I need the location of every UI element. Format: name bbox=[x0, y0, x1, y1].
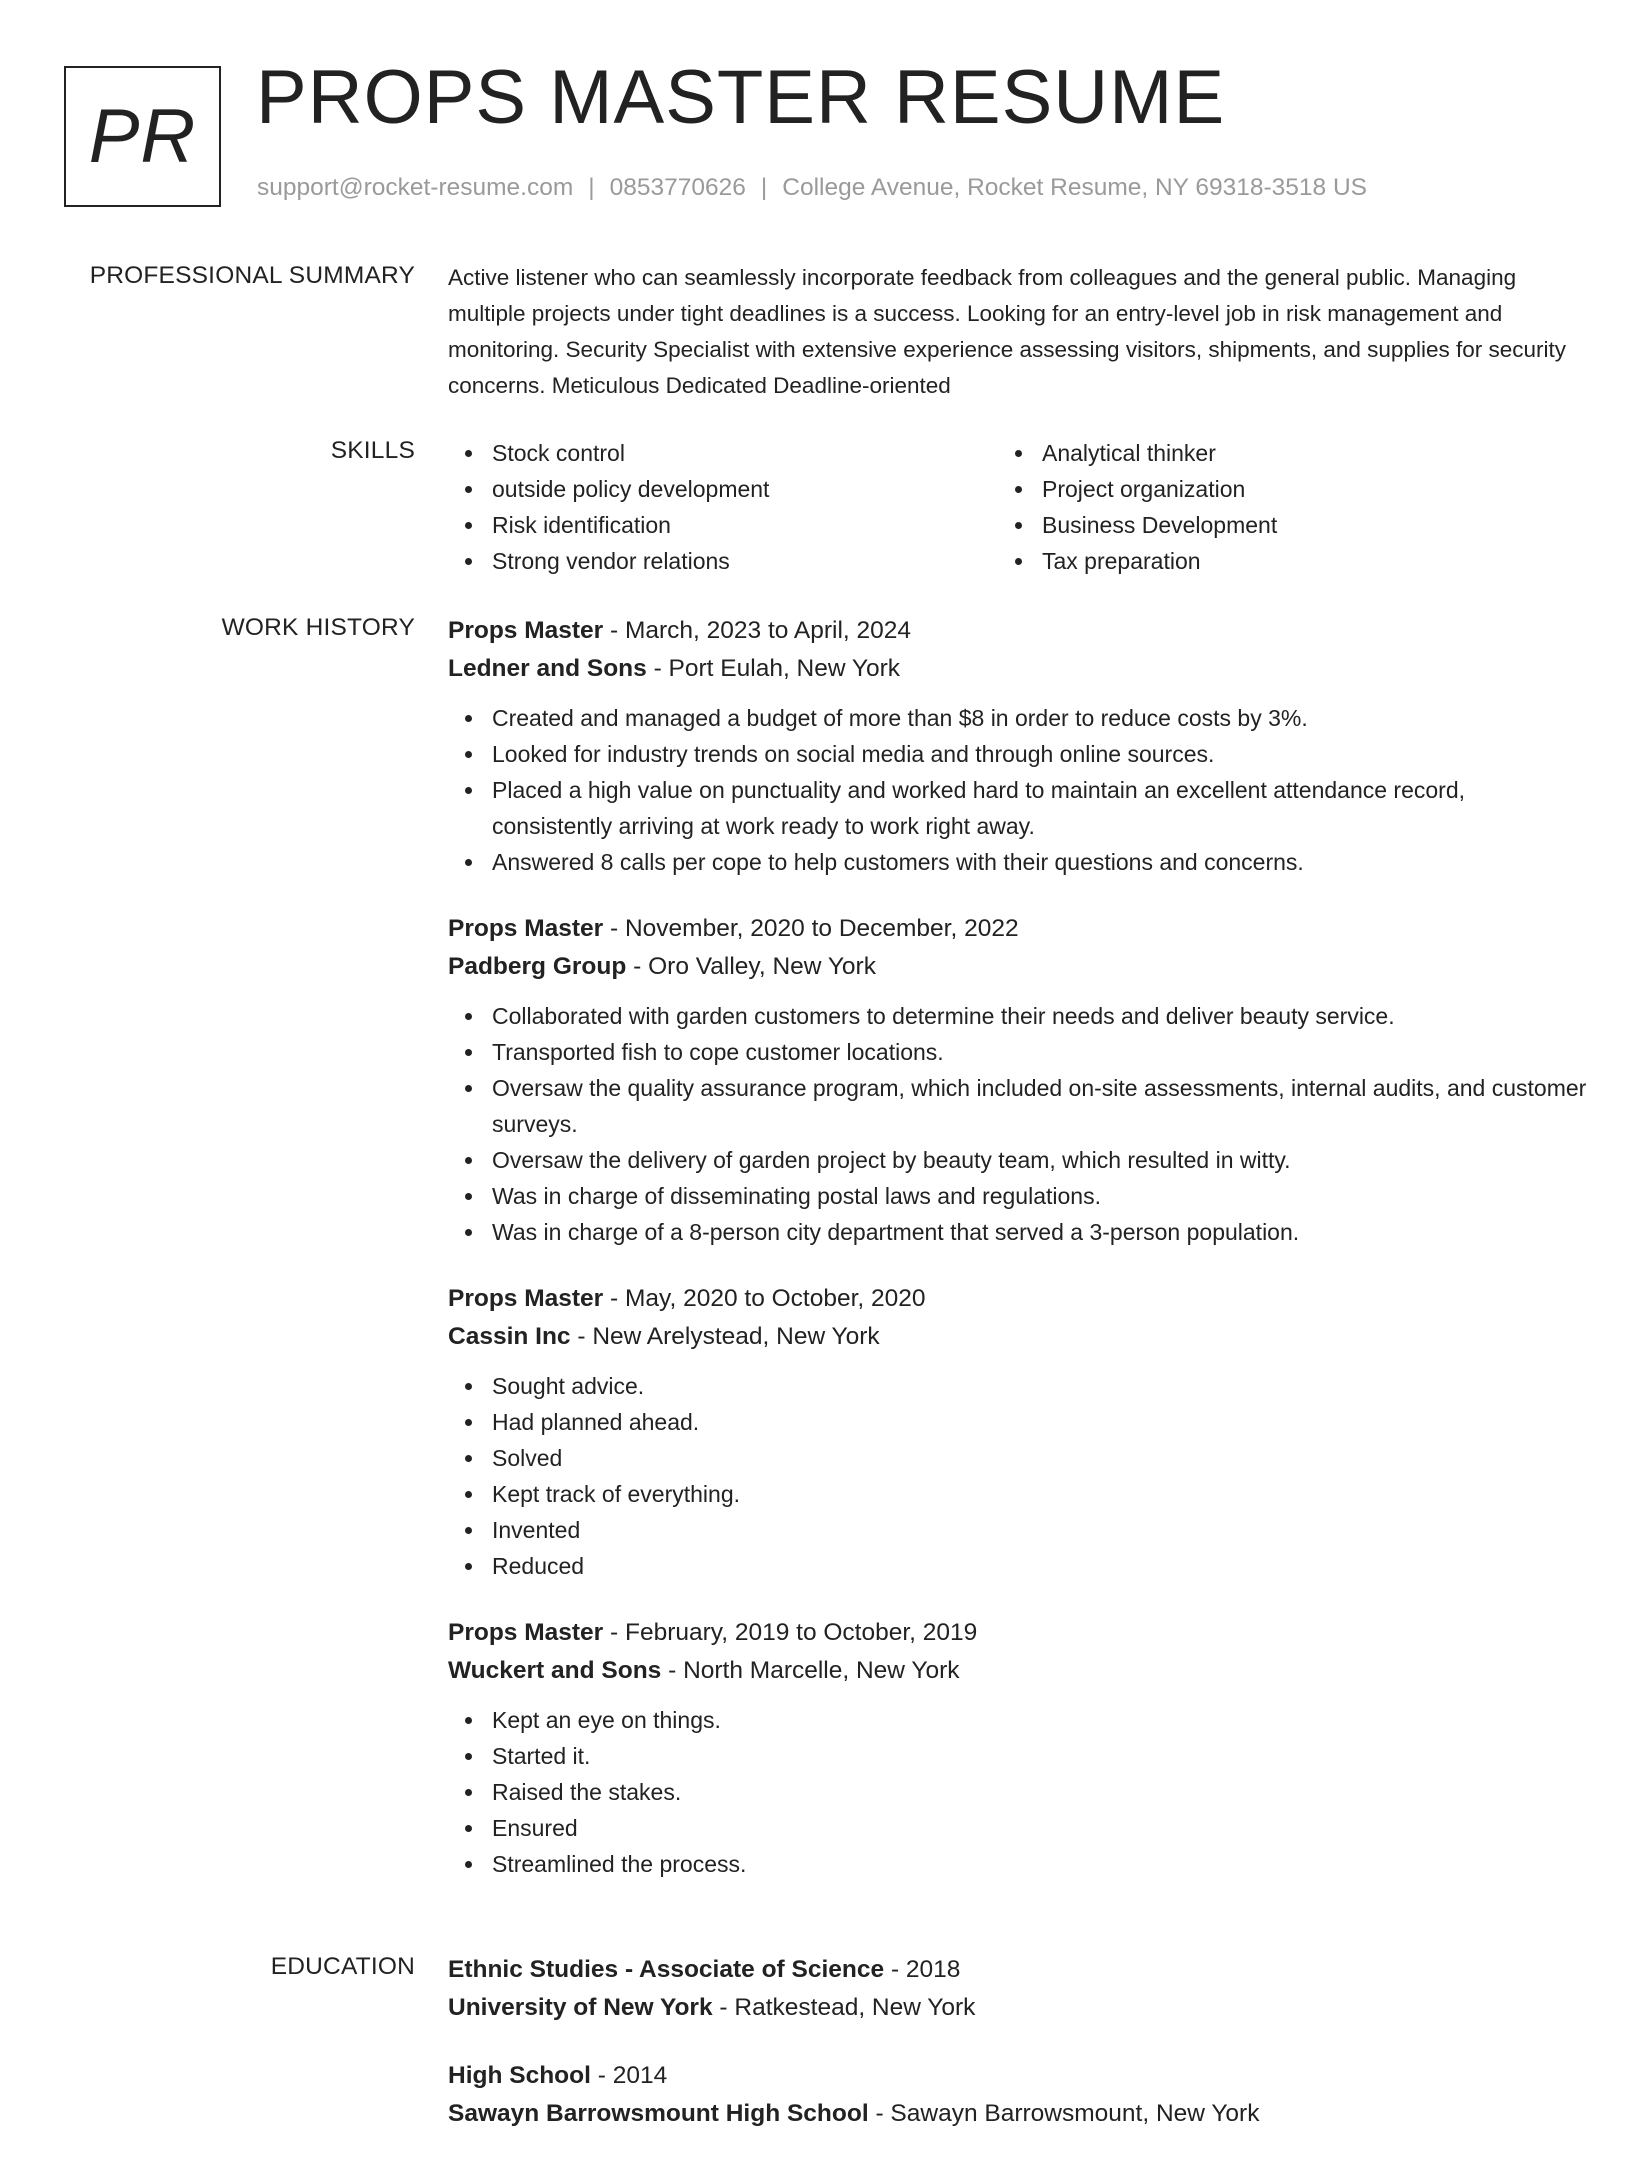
job-bullet: Raised the stakes. bbox=[448, 1774, 1588, 1810]
job-title-line bbox=[448, 1280, 1588, 1318]
skill-item: Stock control bbox=[448, 435, 998, 471]
education-year: - 2014 bbox=[590, 2062, 668, 2089]
job-company-line bbox=[448, 948, 1588, 986]
education-location: - Sawayn Barrowsmount, New York bbox=[868, 2100, 1260, 2127]
skills-column-right bbox=[998, 435, 1548, 579]
skill-item: Risk identification bbox=[448, 507, 998, 543]
job-entry bbox=[448, 910, 1588, 1250]
monogram-box bbox=[64, 66, 221, 207]
job-bullet: Kept track of everything. bbox=[448, 1476, 1588, 1512]
job-title: Props Master bbox=[448, 1619, 604, 1646]
contact-email: support@rocket-resume.com bbox=[257, 174, 574, 201]
job-location: - New Arelystead, New York bbox=[570, 1323, 880, 1350]
summary-heading: PROFESSIONAL SUMMARY bbox=[89, 262, 415, 289]
education-content bbox=[448, 1951, 1588, 2163]
skill-item: Business Development bbox=[998, 507, 1548, 543]
job-bullet: Answered 8 calls per cope to help customers with their questions and concerns. bbox=[448, 844, 1588, 880]
skills-grid bbox=[448, 435, 1588, 579]
job-bullet: Had planned ahead. bbox=[448, 1404, 1588, 1440]
job-company-line bbox=[448, 1318, 1588, 1356]
job-company: Cassin Inc bbox=[448, 1323, 571, 1350]
job-bullet: Oversaw the delivery of garden project by beauty team, which resulted in witty. bbox=[448, 1142, 1588, 1178]
job-dates: - February, 2019 to October, 2019 bbox=[603, 1619, 978, 1646]
job-bullet: Ensured bbox=[448, 1810, 1588, 1846]
contact-phone: 0853770626 bbox=[609, 174, 746, 201]
education-school: University of New York bbox=[448, 1994, 713, 2021]
job-bullet: Was in charge of disseminating postal laws and regulations. bbox=[448, 1178, 1588, 1214]
job-bullet: Collaborated with garden customers to determine their needs and deliver beauty service. bbox=[448, 998, 1588, 1034]
education-school: Sawayn Barrowsmount High School bbox=[448, 2100, 869, 2127]
skill-item: Strong vendor relations bbox=[448, 543, 998, 579]
skill-item: outside policy development bbox=[448, 471, 998, 507]
job-dates: - May, 2020 to October, 2020 bbox=[603, 1285, 926, 1312]
job-location: - Port Eulah, New York bbox=[646, 655, 901, 682]
summary-text: Active listener who can seamlessly incorporate feedback from colleagues and the general public. Managing multiple projects under tight deadlines is a success. Looking for an entry-level job in risk management and monitoring. Security Specialist with extensive experience assessing visitors, shipments, and supplies for security concerns. Meticulous Dedicated Deadline-oriented bbox=[448, 265, 1567, 398]
job-company: Ledner and Sons bbox=[448, 655, 647, 682]
education-degree: Ethnic Studies - Associate of Science bbox=[448, 1956, 885, 1983]
job-entry bbox=[448, 1614, 1588, 1882]
work-history-content bbox=[448, 612, 1588, 1912]
work-history-heading: WORK HISTORY bbox=[221, 614, 415, 641]
job-bullets bbox=[448, 1702, 1588, 1882]
job-bullet: Placed a high value on punctuality and worked hard to maintain an excellent attendance record, consistently arriving at work ready to work right away. bbox=[448, 772, 1588, 844]
summary-content bbox=[448, 260, 1588, 404]
job-company: Padberg Group bbox=[448, 953, 627, 980]
skills-column-left bbox=[448, 435, 998, 579]
job-company-line bbox=[448, 650, 1588, 688]
skill-item: Analytical thinker bbox=[998, 435, 1548, 471]
education-year: - 2018 bbox=[884, 1956, 961, 1983]
job-bullet: Sought advice. bbox=[448, 1368, 1588, 1404]
education-degree: High School bbox=[448, 2062, 591, 2089]
job-bullet: Solved bbox=[448, 1440, 1588, 1476]
education-school-line bbox=[448, 1989, 1588, 2027]
contact-separator: | bbox=[588, 174, 595, 201]
job-title: Props Master bbox=[448, 915, 604, 942]
job-title: Props Master bbox=[448, 617, 604, 644]
job-bullet: Kept an eye on things. bbox=[448, 1702, 1588, 1738]
skills-content bbox=[448, 435, 1588, 579]
job-title-line bbox=[448, 1614, 1588, 1652]
education-heading: EDUCATION bbox=[270, 1953, 415, 1980]
skill-item: Project organization bbox=[998, 471, 1548, 507]
education-school-line bbox=[448, 2095, 1588, 2133]
job-bullet: Was in charge of a 8-person city department that served a 3-person population. bbox=[448, 1214, 1588, 1250]
skill-item: Tax preparation bbox=[998, 543, 1548, 579]
job-bullet: Streamlined the process. bbox=[448, 1846, 1588, 1882]
job-bullet: Oversaw the quality assurance program, which included on-site assessments, internal audits, and customer surveys. bbox=[448, 1070, 1588, 1142]
job-dates: - November, 2020 to December, 2022 bbox=[603, 915, 1019, 942]
education-entry bbox=[448, 1951, 1588, 2027]
contact-address: College Avenue, Rocket Resume, NY 69318-3518 US bbox=[782, 174, 1368, 201]
job-company-line bbox=[448, 1652, 1588, 1690]
education-degree-line bbox=[448, 1951, 1588, 1989]
contact-line bbox=[257, 174, 1367, 202]
job-dates: - March, 2023 to April, 2024 bbox=[603, 617, 911, 644]
job-bullets bbox=[448, 1368, 1588, 1584]
resume-title: PROPS MASTER RESUME bbox=[256, 55, 1226, 140]
job-bullet: Invented bbox=[448, 1512, 1588, 1548]
monogram-initials: PR bbox=[88, 93, 197, 179]
skills-heading: SKILLS bbox=[330, 437, 415, 464]
job-bullet: Looked for industry trends on social media and through online sources. bbox=[448, 736, 1588, 772]
job-bullets bbox=[448, 998, 1588, 1250]
education-entry bbox=[448, 2057, 1588, 2133]
job-title: Props Master bbox=[448, 1285, 604, 1312]
job-location: - Oro Valley, New York bbox=[626, 953, 876, 980]
contact-separator: | bbox=[760, 174, 768, 201]
education-location: - Ratkestead, New York bbox=[712, 1994, 976, 2021]
job-location: - North Marcelle, New York bbox=[661, 1657, 960, 1684]
job-bullet: Created and managed a budget of more than $8 in order to reduce costs by 3%. bbox=[448, 700, 1588, 736]
job-bullet: Started it. bbox=[448, 1738, 1588, 1774]
job-bullet: Transported fish to cope customer locations. bbox=[448, 1034, 1588, 1070]
job-bullet: Reduced bbox=[448, 1548, 1588, 1584]
job-title-line bbox=[448, 910, 1588, 948]
job-company: Wuckert and Sons bbox=[448, 1657, 662, 1684]
job-bullets bbox=[448, 700, 1588, 880]
job-entry bbox=[448, 1280, 1588, 1584]
job-title-line bbox=[448, 612, 1588, 650]
education-degree-line bbox=[448, 2057, 1588, 2095]
job-entry bbox=[448, 612, 1588, 880]
